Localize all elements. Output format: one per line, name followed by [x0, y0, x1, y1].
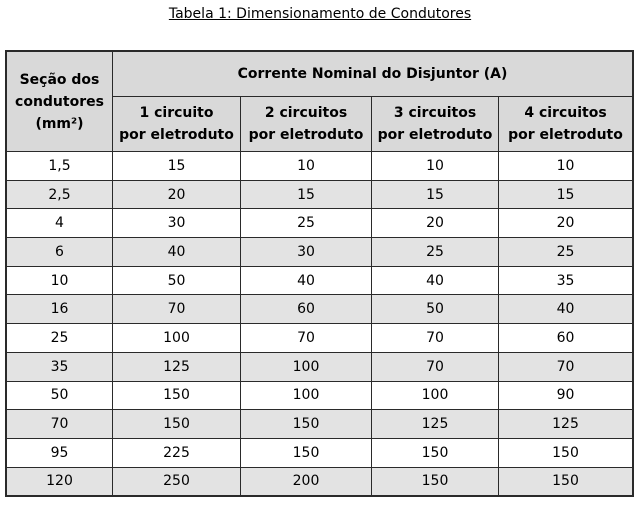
section-cell: 120: [7, 467, 113, 496]
table-body: [7, 152, 633, 496]
current-cell: 70: [372, 324, 499, 353]
column-header-line: por eletroduto: [377, 127, 493, 143]
column-header-line: por eletroduto: [508, 127, 623, 143]
section-cell: 70: [7, 410, 113, 439]
table-row: [7, 467, 633, 496]
current-cell: 25: [372, 238, 499, 267]
section-header-line: Seção dos: [19, 71, 100, 88]
table-row: [7, 410, 633, 439]
current-cell: 125: [499, 410, 633, 439]
section-header: [7, 52, 113, 152]
section-cell: 25: [7, 324, 113, 353]
column-header-line: por eletroduto: [248, 127, 364, 143]
table-row: [7, 438, 633, 467]
column-header-line: 4 circuitos: [524, 105, 607, 121]
current-cell: 40: [372, 266, 499, 295]
current-cell: 30: [113, 209, 241, 238]
current-cell: 150: [241, 438, 372, 467]
current-cell: 150: [499, 438, 633, 467]
section-cell: 10: [7, 266, 113, 295]
current-cell: 125: [113, 352, 241, 381]
table-row: [7, 180, 633, 209]
current-cell: 150: [372, 438, 499, 467]
current-cell: 200: [241, 467, 372, 496]
current-cell: 150: [113, 381, 241, 410]
section-header-line: condutores: [15, 93, 104, 110]
current-cell: 70: [241, 324, 372, 353]
section-cell: 50: [7, 381, 113, 410]
current-cell: 150: [113, 410, 241, 439]
current-cell: 25: [499, 238, 633, 267]
current-cell: 40: [113, 238, 241, 267]
current-cell: 125: [372, 410, 499, 439]
section-cell: 16: [7, 295, 113, 324]
current-cell: 15: [241, 180, 372, 209]
column-header-line: 1 circuito: [139, 105, 214, 121]
current-cell: 20: [113, 180, 241, 209]
current-cell: 10: [372, 152, 499, 181]
current-cell: 225: [113, 438, 241, 467]
current-cell: 150: [372, 467, 499, 496]
current-cell: 70: [113, 295, 241, 324]
column-header-line: 3 circuitos: [393, 105, 477, 121]
current-cell: 50: [372, 295, 499, 324]
current-cell: 30: [241, 238, 372, 267]
section-header-line: (mm²): [35, 115, 84, 132]
current-cell: 250: [113, 467, 241, 496]
table-row: [7, 266, 633, 295]
current-cell: 15: [499, 180, 633, 209]
current-cell: 50: [113, 266, 241, 295]
column-header-4-circuits: [499, 97, 633, 152]
conductor-table: [6, 51, 633, 496]
section-cell: 6: [7, 238, 113, 267]
column-header-line: 2 circuitos: [264, 105, 348, 121]
section-cell: 95: [7, 438, 113, 467]
current-cell: 150: [499, 467, 633, 496]
column-header-line: por eletroduto: [119, 127, 234, 143]
current-cell: 100: [241, 352, 372, 381]
current-cell: 60: [499, 324, 633, 353]
section-cell: 4: [7, 209, 113, 238]
current-cell: 40: [241, 266, 372, 295]
current-cell: 20: [372, 209, 499, 238]
current-cell: 40: [499, 295, 633, 324]
column-header-1-circuit: [113, 97, 241, 152]
table-row: [7, 295, 633, 324]
table-row: [7, 381, 633, 410]
current-cell: 90: [499, 381, 633, 410]
section-cell: 2,5: [7, 180, 113, 209]
column-header-2-circuits: [241, 97, 372, 152]
column-header-3-circuits: [372, 97, 499, 152]
current-cell: 15: [372, 180, 499, 209]
table-row: [7, 209, 633, 238]
table-title: Tabela 1: Dimensionamento de Condutores: [168, 6, 472, 22]
current-cell: 70: [372, 352, 499, 381]
current-cell: 100: [372, 381, 499, 410]
current-cell: 15: [113, 152, 241, 181]
section-cell: 35: [7, 352, 113, 381]
current-cell: 10: [241, 152, 372, 181]
current-cell: 150: [241, 410, 372, 439]
current-cell: 60: [241, 295, 372, 324]
current-cell: 70: [499, 352, 633, 381]
table-row: [7, 152, 633, 181]
current-cell: 25: [241, 209, 372, 238]
current-group-header: Corrente Nominal do Disjuntor (A): [113, 52, 633, 97]
table-row: [7, 324, 633, 353]
current-cell: 35: [499, 266, 633, 295]
table-row: [7, 238, 633, 267]
current-cell: 10: [499, 152, 633, 181]
current-cell: 100: [113, 324, 241, 353]
table-row: [7, 352, 633, 381]
section-cell: 1,5: [7, 152, 113, 181]
current-cell: 20: [499, 209, 633, 238]
current-cell: 100: [241, 381, 372, 410]
